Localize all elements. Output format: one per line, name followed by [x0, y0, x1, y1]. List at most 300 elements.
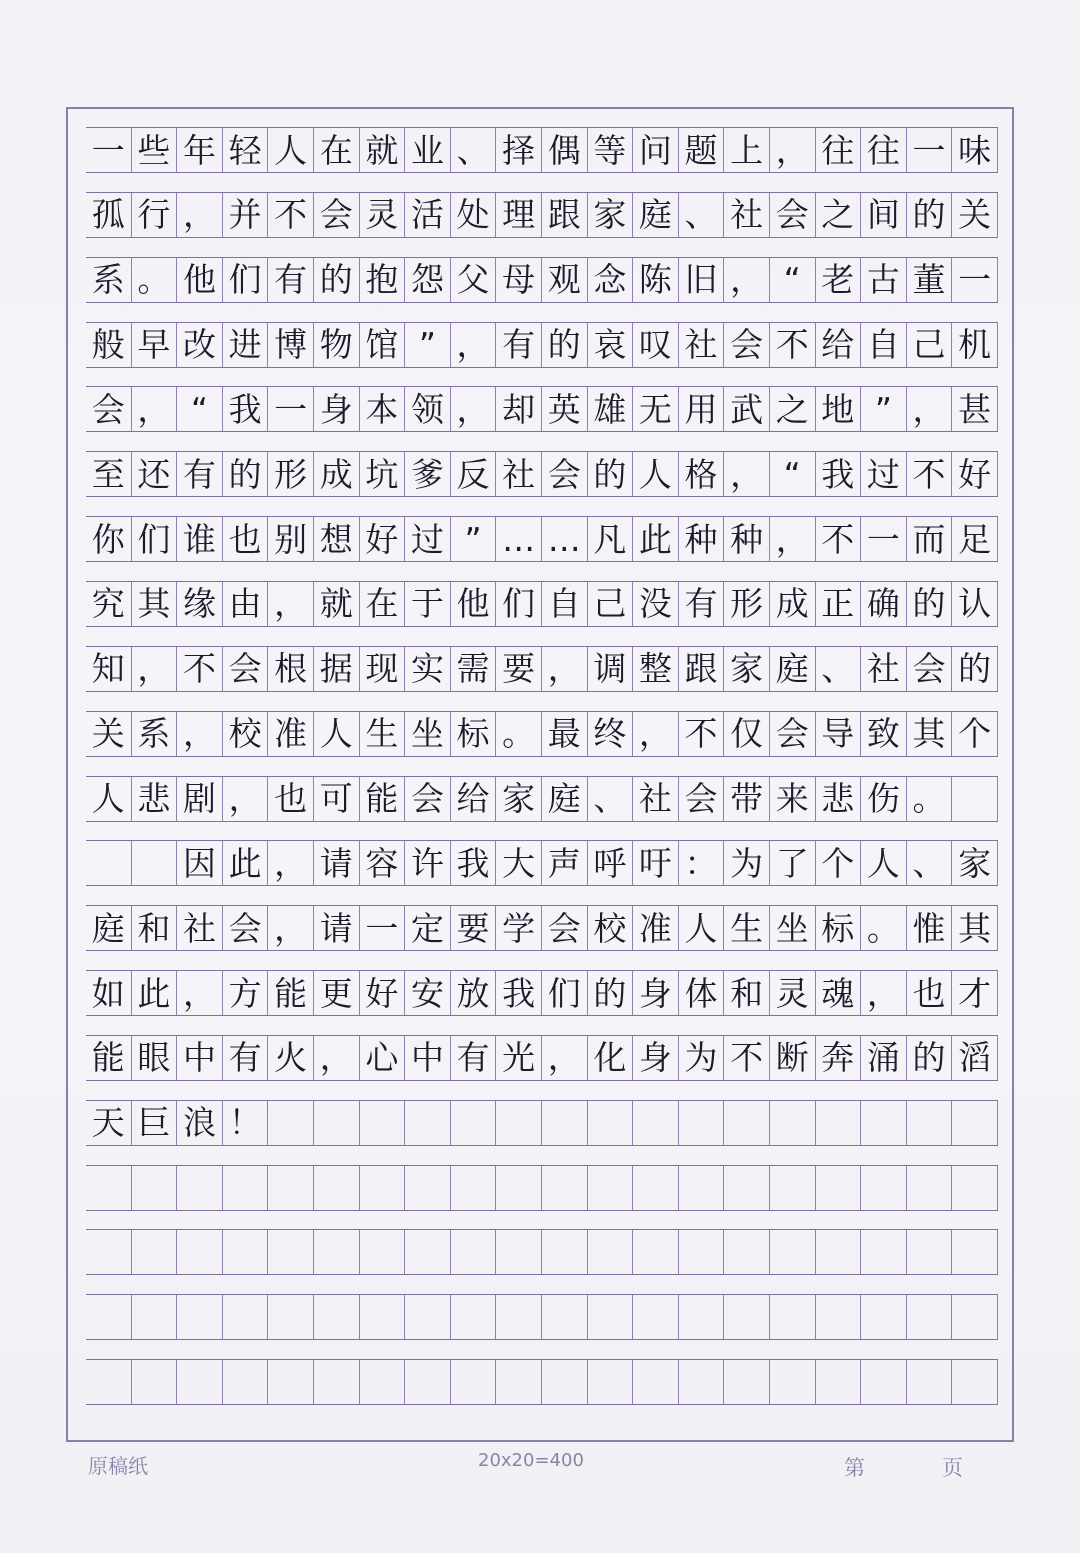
- grid-cell: [588, 1295, 634, 1339]
- grid-cell: 、: [816, 647, 862, 691]
- grid-cell: 想: [314, 517, 360, 561]
- grid-cell: 甚: [952, 387, 998, 431]
- grid-cell: 为: [724, 841, 770, 885]
- grid-cell: [724, 1230, 770, 1274]
- grid-cell: 的: [542, 323, 588, 367]
- grid-cell: 不: [177, 647, 223, 691]
- grid-cell: 一: [360, 906, 406, 950]
- grid-cell: ，: [177, 193, 223, 237]
- grid-cell: 能: [360, 777, 406, 821]
- grid-cell: 母: [496, 258, 542, 302]
- grid-cell: 吁: [633, 841, 679, 885]
- grid-cell: 体: [679, 971, 725, 1015]
- grid-cell: 了: [770, 841, 816, 885]
- grid-cell: [451, 1166, 497, 1210]
- grid-cell: 火: [268, 1036, 314, 1080]
- grid-cell: 请: [314, 906, 360, 950]
- grid-cell: 家: [588, 193, 634, 237]
- grid-cell: 会: [907, 647, 953, 691]
- grid-cell: [268, 1230, 314, 1274]
- grid-cell: 格: [679, 452, 725, 496]
- grid-cell: ，: [633, 712, 679, 756]
- grid-cell: 、: [679, 193, 725, 237]
- grid-cell: 般: [86, 323, 132, 367]
- grid-cell: [633, 1230, 679, 1274]
- grid-cell: [907, 1360, 953, 1404]
- grid-cell: [451, 1230, 497, 1274]
- grid-cell: 不: [679, 712, 725, 756]
- grid-cell: 会: [86, 387, 132, 431]
- grid-cell: 关: [952, 193, 998, 237]
- grid-cell: 眼: [132, 1036, 178, 1080]
- grid-cell: 处: [451, 193, 497, 237]
- grid-cell: 些: [132, 128, 178, 172]
- grid-cell: 一: [268, 387, 314, 431]
- grid-cell: [496, 1101, 542, 1145]
- grid-cell: 中: [177, 1036, 223, 1080]
- grid-cell: 悲: [816, 777, 862, 821]
- grid-cell: 灵: [770, 971, 816, 1015]
- grid-cell: 个: [952, 712, 998, 756]
- grid-cell: 坐: [770, 906, 816, 950]
- grid-cell: [542, 1166, 588, 1210]
- grid-cell: 实: [405, 647, 451, 691]
- grid-cell: 准: [268, 712, 314, 756]
- grid-cell: 也: [268, 777, 314, 821]
- grid-cell: 老: [816, 258, 862, 302]
- grid-cell: 至: [86, 452, 132, 496]
- grid-cell: [314, 1101, 360, 1145]
- grid-cell: ，: [724, 452, 770, 496]
- grid-cell: 知: [86, 647, 132, 691]
- grid-cell: 容: [360, 841, 406, 885]
- grid-cell: 一: [86, 128, 132, 172]
- grid-cell: [177, 1230, 223, 1274]
- grid-cell: [542, 1360, 588, 1404]
- grid-cell: ，: [268, 582, 314, 626]
- grid-cell: [952, 1166, 998, 1210]
- grid-cell: 究: [86, 582, 132, 626]
- grid-cell: [496, 1230, 542, 1274]
- grid-row: [86, 646, 998, 692]
- grid-row: [86, 776, 998, 822]
- grid-cell: 跟: [542, 193, 588, 237]
- grid-cell: [861, 1295, 907, 1339]
- grid-cell: [314, 1295, 360, 1339]
- grid-cell: 早: [132, 323, 178, 367]
- grid-cell: [679, 1230, 725, 1274]
- grid-cell: 缘: [177, 582, 223, 626]
- grid-cell: 才: [952, 971, 998, 1015]
- grid-row: [86, 581, 998, 627]
- grid-cell: 社: [679, 323, 725, 367]
- grid-cell: 致: [861, 712, 907, 756]
- grid-cell: 更: [314, 971, 360, 1015]
- grid-cell: 不: [770, 323, 816, 367]
- grid-cell: 浪: [177, 1101, 223, 1145]
- grid-cell: [86, 841, 132, 885]
- grid-cell: 中: [405, 1036, 451, 1080]
- grid-cell: [86, 1360, 132, 1404]
- grid-cell: 带: [724, 777, 770, 821]
- grid-cell: 社: [496, 452, 542, 496]
- grid-cell: 涌: [861, 1036, 907, 1080]
- grid-cell: [268, 1166, 314, 1210]
- grid-cell: 不: [816, 517, 862, 561]
- grid-cell: 好: [952, 452, 998, 496]
- grid-cell: 生: [724, 906, 770, 950]
- grid-cell: “: [177, 387, 223, 431]
- grid-cell: [952, 1295, 998, 1339]
- grid-cell: 社: [177, 906, 223, 950]
- grid-cell: [496, 1295, 542, 1339]
- grid-cell: [360, 1295, 406, 1339]
- grid-cell: 不: [907, 452, 953, 496]
- grid-cell: 之: [770, 387, 816, 431]
- grid-cell: [451, 1101, 497, 1145]
- grid-cell: 能: [268, 971, 314, 1015]
- grid-cell: [679, 1360, 725, 1404]
- grid-cell: [132, 1230, 178, 1274]
- grid-cell: [633, 1360, 679, 1404]
- grid-cell: 一: [907, 128, 953, 172]
- grid-cell: 会: [770, 193, 816, 237]
- grid-cell: [679, 1166, 725, 1210]
- grid-cell: 过: [405, 517, 451, 561]
- grid-cell: 来: [770, 777, 816, 821]
- grid-cell: ：: [679, 841, 725, 885]
- grid-cell: [861, 1360, 907, 1404]
- grid-cell: 需: [451, 647, 497, 691]
- grid-cell: 有: [223, 1036, 269, 1080]
- grid-cell: [314, 1360, 360, 1404]
- grid-cell: ，: [907, 387, 953, 431]
- grid-cell: 的: [952, 647, 998, 691]
- grid-cell: 要: [496, 647, 542, 691]
- grid-cell: 之: [816, 193, 862, 237]
- grid-cell: 身: [633, 971, 679, 1015]
- grid-cell: ，: [132, 387, 178, 431]
- grid-cell: [724, 1166, 770, 1210]
- grid-cell: 确: [861, 582, 907, 626]
- grid-cell: ！: [223, 1101, 269, 1145]
- grid-cell: 就: [360, 128, 406, 172]
- grid-cell: 个: [816, 841, 862, 885]
- grid-cell: 人: [86, 777, 132, 821]
- grid-cell: 终: [588, 712, 634, 756]
- grid-cell: [861, 1166, 907, 1210]
- grid-row: [86, 192, 998, 238]
- grid-cell: ，: [451, 323, 497, 367]
- grid-cell: 许: [405, 841, 451, 885]
- grid-cell: 坐: [405, 712, 451, 756]
- grid-cell: 你: [86, 517, 132, 561]
- grid-cell: 巨: [132, 1101, 178, 1145]
- grid-cell: …: [542, 517, 588, 561]
- grid-cell: [770, 1295, 816, 1339]
- grid-cell: 会: [223, 906, 269, 950]
- grid-cell: 爹: [405, 452, 451, 496]
- grid-cell: 们: [132, 517, 178, 561]
- grid-cell: 并: [223, 193, 269, 237]
- grid-cell: 能: [86, 1036, 132, 1080]
- grid-cell: ，: [314, 1036, 360, 1080]
- grid-cell: ，: [542, 1036, 588, 1080]
- grid-cell: 间: [861, 193, 907, 237]
- grid-cell: 董: [907, 258, 953, 302]
- grid-cell: 社: [724, 193, 770, 237]
- grid-cell: 成: [770, 582, 816, 626]
- grid-row: [86, 1165, 998, 1211]
- grid-cell: 用: [679, 387, 725, 431]
- grid-cell: [268, 1360, 314, 1404]
- grid-cell: [907, 1295, 953, 1339]
- grid-cell: ”: [405, 323, 451, 367]
- grid-cell: 别: [268, 517, 314, 561]
- grid-cell: ，: [451, 387, 497, 431]
- grid-cell: 其: [952, 906, 998, 950]
- grid-cell: 请: [314, 841, 360, 885]
- grid-cell: “: [770, 452, 816, 496]
- grid-cell: 会: [770, 712, 816, 756]
- grid-cell: 仅: [724, 712, 770, 756]
- grid-cell: ，: [542, 647, 588, 691]
- grid-cell: 的: [907, 582, 953, 626]
- grid-row: [86, 1359, 998, 1405]
- grid-cell: [177, 1166, 223, 1210]
- grid-cell: [952, 1230, 998, 1274]
- grid-cell: 们: [223, 258, 269, 302]
- grid-cell: [770, 1360, 816, 1404]
- grid-cell: [496, 1166, 542, 1210]
- grid-cell: ，: [268, 906, 314, 950]
- grid-cell: [724, 1360, 770, 1404]
- grid-cell: [223, 1230, 269, 1274]
- grid-cell: ，: [724, 258, 770, 302]
- grid-cell: 为: [679, 1036, 725, 1080]
- grid-cell: …: [496, 517, 542, 561]
- grid-cell: 会: [405, 777, 451, 821]
- grid-cell: 择: [496, 128, 542, 172]
- grid-cell: 此: [223, 841, 269, 885]
- grid-cell: 的: [314, 258, 360, 302]
- grid-cell: 博: [268, 323, 314, 367]
- grid-cell: [496, 1360, 542, 1404]
- grid-cell: 庭: [633, 193, 679, 237]
- grid-cell: 滔: [952, 1036, 998, 1080]
- grid-cell: [588, 1230, 634, 1274]
- grid-cell: 谁: [177, 517, 223, 561]
- grid-cell: 他: [451, 582, 497, 626]
- grid-cell: [588, 1166, 634, 1210]
- grid-cell: 偶: [542, 128, 588, 172]
- grid-cell: ，: [770, 128, 816, 172]
- grid-cell: 导: [816, 712, 862, 756]
- grid-cell: 的: [223, 452, 269, 496]
- grid-cell: [679, 1295, 725, 1339]
- grid-cell: ，: [177, 712, 223, 756]
- grid-cell: 庭: [86, 906, 132, 950]
- grid-cell: [770, 1101, 816, 1145]
- grid-cell: [405, 1101, 451, 1145]
- grid-cell: [907, 1230, 953, 1274]
- grid-cell: 不: [724, 1036, 770, 1080]
- grid-cell: 也: [907, 971, 953, 1015]
- grid-cell: [816, 1230, 862, 1274]
- grid-cell: [223, 1166, 269, 1210]
- grid-cell: 上: [724, 128, 770, 172]
- grid-cell: 此: [132, 971, 178, 1015]
- grid-cell: 家: [496, 777, 542, 821]
- grid-cell: [360, 1166, 406, 1210]
- grid-cell: 成: [314, 452, 360, 496]
- grid-cell: [542, 1230, 588, 1274]
- grid-cell: 社: [633, 777, 679, 821]
- grid-cell: 机: [952, 323, 998, 367]
- grid-cell: 化: [588, 1036, 634, 1080]
- grid-cell: 光: [496, 1036, 542, 1080]
- grid-cell: 味: [952, 128, 998, 172]
- grid-cell: [360, 1230, 406, 1274]
- grid-cell: 会: [679, 777, 725, 821]
- grid-cell: [177, 1295, 223, 1339]
- grid-cell: 天: [86, 1101, 132, 1145]
- grid-cell: [770, 1230, 816, 1274]
- grid-cell: 题: [679, 128, 725, 172]
- grid-cell: 行: [132, 193, 178, 237]
- grid-cell: 武: [724, 387, 770, 431]
- page-label-suffix: 页: [942, 1456, 963, 1480]
- grid-cell: 有: [177, 452, 223, 496]
- grid-cell: 形: [268, 452, 314, 496]
- grid-cell: [223, 1295, 269, 1339]
- grid-cell: [405, 1360, 451, 1404]
- grid-cell: 身: [314, 387, 360, 431]
- grid-cell: 庭: [542, 777, 588, 821]
- grid-cell: “: [770, 258, 816, 302]
- grid-cell: 们: [542, 971, 588, 1015]
- grid-cell: 关: [86, 712, 132, 756]
- grid-cell: 庭: [770, 647, 816, 691]
- grid-row: [86, 451, 998, 497]
- grid-cell: 断: [770, 1036, 816, 1080]
- grid-cell: 可: [314, 777, 360, 821]
- grid-cell: 奔: [816, 1036, 862, 1080]
- grid-cell: 活: [405, 193, 451, 237]
- grid-cell: 足: [952, 517, 998, 561]
- grid-cell: 。: [132, 258, 178, 302]
- grid-cell: [360, 1101, 406, 1145]
- grid-cell: 没: [633, 582, 679, 626]
- grid-cell: [816, 1101, 862, 1145]
- grid-cell: [633, 1295, 679, 1339]
- grid-cell: 问: [633, 128, 679, 172]
- grid-cell: 学: [496, 906, 542, 950]
- grid-cell: 据: [314, 647, 360, 691]
- grid-cell: 我: [496, 971, 542, 1015]
- grid-cell: 、: [451, 128, 497, 172]
- grid-cell: 有: [451, 1036, 497, 1080]
- grid-cell: 往: [816, 128, 862, 172]
- grid-cell: 根: [268, 647, 314, 691]
- grid-cell: [132, 1360, 178, 1404]
- grid-cell: 有: [679, 582, 725, 626]
- grid-cell: [952, 1360, 998, 1404]
- page-label-prefix: 第: [844, 1456, 865, 1480]
- grid-cell: 父: [451, 258, 497, 302]
- grid-cell: 会: [314, 193, 360, 237]
- grid-row: [86, 1294, 998, 1340]
- grid-cell: 一: [952, 258, 998, 302]
- grid-row: [86, 1035, 998, 1081]
- grid-row: [86, 127, 998, 173]
- grid-cell: 陈: [633, 258, 679, 302]
- grid-cell: 由: [223, 582, 269, 626]
- grid-cell: [314, 1230, 360, 1274]
- grid-cell: 人: [268, 128, 314, 172]
- grid-cell: [816, 1166, 862, 1210]
- grid-cell: 系: [86, 258, 132, 302]
- grid-cell: [588, 1101, 634, 1145]
- grid-row: [86, 322, 998, 368]
- grid-cell: 于: [405, 582, 451, 626]
- grid-cell: 不: [268, 193, 314, 237]
- grid-cell: 人: [314, 712, 360, 756]
- grid-cell: [360, 1360, 406, 1404]
- grid-cell: [861, 1230, 907, 1274]
- grid-cell: 人: [633, 452, 679, 496]
- grid-cell: ”: [861, 387, 907, 431]
- grid-cell: 改: [177, 323, 223, 367]
- grid-cell: [907, 1166, 953, 1210]
- grid-cell: 们: [496, 582, 542, 626]
- grid-cell: 叹: [633, 323, 679, 367]
- grid-cell: 会: [724, 323, 770, 367]
- grid-cell: 业: [405, 128, 451, 172]
- grid-cell: 己: [588, 582, 634, 626]
- grid-cell: ，: [223, 777, 269, 821]
- grid-cell: 悲: [132, 777, 178, 821]
- grid-cell: 最: [542, 712, 588, 756]
- grid-cell: 家: [724, 647, 770, 691]
- grid-cell: 的: [588, 971, 634, 1015]
- grid-cell: ，: [177, 971, 223, 1015]
- grid-cell: [268, 1101, 314, 1145]
- grid-row: [86, 711, 998, 757]
- grid-cell: 。: [496, 712, 542, 756]
- grid-cell: 哀: [588, 323, 634, 367]
- grid-cell: 伤: [861, 777, 907, 821]
- grid-cell: 也: [223, 517, 269, 561]
- grid-cell: [223, 1360, 269, 1404]
- grid-row: [86, 1100, 998, 1146]
- grid-cell: 现: [360, 647, 406, 691]
- grid-cell: 雄: [588, 387, 634, 431]
- grid-cell: 领: [405, 387, 451, 431]
- grid-cell: 生: [360, 712, 406, 756]
- grid-cell: [907, 1101, 953, 1145]
- grid-cell: 在: [360, 582, 406, 626]
- grid-cell: 整: [633, 647, 679, 691]
- grid-cell: 社: [861, 647, 907, 691]
- grid-cell: 家: [952, 841, 998, 885]
- grid-cell: 抱: [360, 258, 406, 302]
- grid-cell: [132, 841, 178, 885]
- grid-cell: [314, 1166, 360, 1210]
- grid-cell: 系: [132, 712, 178, 756]
- grid-cell: 人: [679, 906, 725, 950]
- grid-cell: 形: [724, 582, 770, 626]
